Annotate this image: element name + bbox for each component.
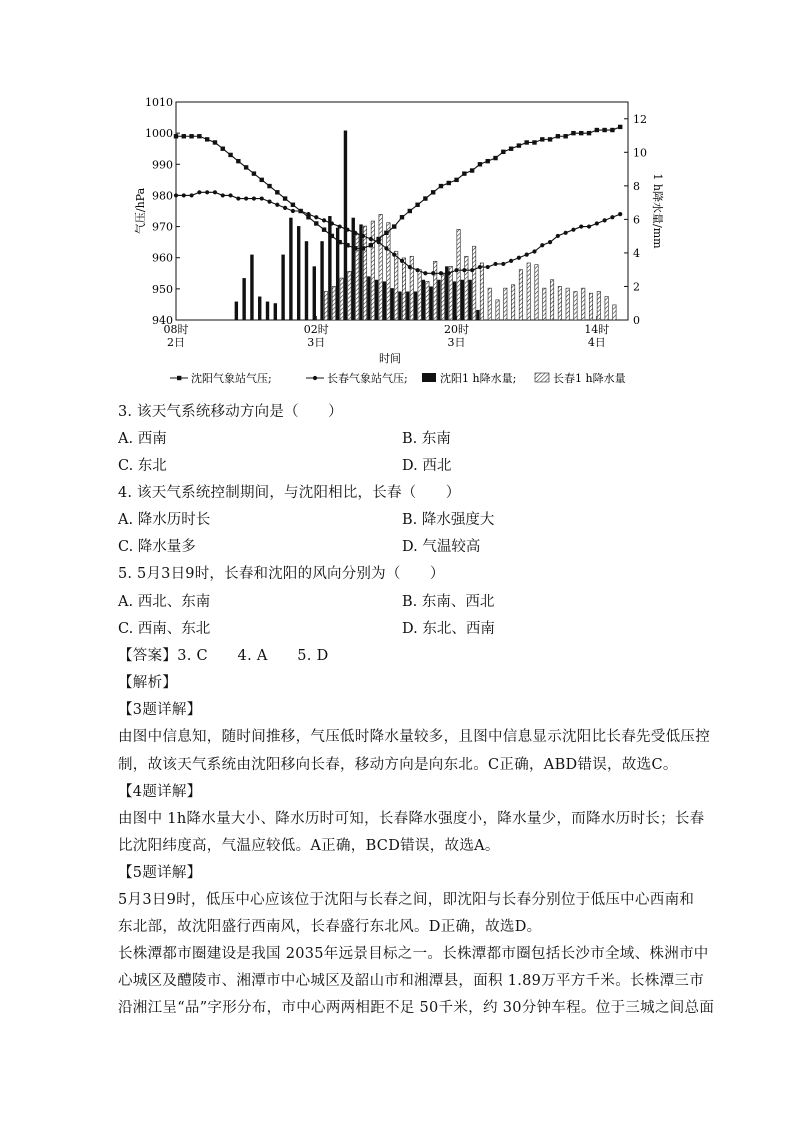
question-3-option-b: B. 东南 — [402, 431, 451, 447]
right-axis-tick-label: 0 — [633, 314, 640, 327]
changchun-precip-bar — [543, 288, 546, 320]
shenyang-pressure-point — [205, 137, 209, 141]
changchun-precip-bar — [387, 223, 390, 320]
changchun-pressure-point — [189, 193, 193, 197]
shenyang-pressure-point — [275, 190, 279, 194]
shenyang-pressure-point — [189, 134, 193, 138]
changchun-pressure-point — [610, 215, 614, 219]
shenyang-pressure-point — [447, 181, 451, 185]
changchun-precip-bar — [395, 251, 398, 320]
changchun-precip-bar — [605, 297, 608, 320]
changchun-pressure-point — [260, 196, 264, 200]
changchun-pressure-point — [618, 212, 622, 216]
shenyang-pressure-point — [540, 137, 544, 141]
changchun-pressure-point — [314, 215, 318, 219]
left-axis-tick-label: 1010 — [145, 96, 173, 109]
left-axis-tick-label: 950 — [152, 282, 173, 296]
left-axis-tick-label: 990 — [152, 158, 173, 172]
question-5-option-a: A. 西北、东南 — [118, 594, 211, 610]
x-axis-tick-label: 08时 — [163, 323, 189, 336]
shenyang-pressure-line — [176, 127, 620, 248]
changchun-pressure-point — [540, 243, 544, 247]
analysis-heading: 【解析】 — [118, 675, 178, 691]
changchun-pressure-point — [532, 249, 536, 253]
shenyang-pressure-point — [470, 168, 474, 172]
changchun-precip-bar — [402, 258, 405, 320]
legend-shenyang-pressure-marker — [177, 376, 181, 380]
changchun-pressure-point — [384, 246, 388, 250]
question-4-option-a: A. 降水历时长 — [118, 512, 211, 528]
changchun-pressure-point — [454, 268, 458, 272]
changchun-pressure-point — [525, 253, 529, 257]
changchun-pressure-point — [571, 228, 575, 232]
shenyang-precip-bar — [266, 302, 269, 320]
changchun-pressure-point — [267, 200, 271, 204]
shenyang-pressure-point — [345, 243, 349, 247]
right-axis-label: 1 h降水量/mm — [651, 173, 664, 249]
changchun-pressure-point — [501, 262, 505, 266]
changchun-pressure-point — [197, 190, 201, 194]
shenyang-precip-bar — [258, 297, 261, 320]
question-5-option-b: B. 东南、西北 — [402, 594, 495, 610]
detail-3-text: 制，故该天气系统由沈阳移向长春，移动方向是向东北。C正确，ABD错误，故选C。 — [118, 757, 678, 773]
question-3-option-a: A. 西南 — [118, 431, 167, 447]
changchun-pressure-point — [369, 237, 373, 241]
legend-shenyang-pressure-label: 沈阳气象站气压; — [191, 372, 272, 385]
shenyang-pressure-point — [283, 196, 287, 200]
changchun-precip-bar — [324, 291, 327, 320]
changchun-pressure-point — [221, 193, 225, 197]
shenyang-pressure-point — [337, 240, 341, 244]
shenyang-pressure-point — [392, 224, 396, 228]
shenyang-pressure-point — [439, 184, 443, 188]
shenyang-precip-bar — [429, 286, 432, 320]
shenyang-pressure-point — [244, 165, 248, 169]
left-axis-tick-label: 980 — [152, 189, 173, 203]
shenyang-precip-bar — [468, 280, 471, 320]
changchun-precip-bar — [558, 286, 561, 320]
question-3-stem: 3. 该天气系统移动方向是（ ） — [118, 404, 343, 420]
shenyang-precip-bar — [297, 226, 300, 320]
shenyang-pressure-point — [291, 203, 295, 207]
shenyang-pressure-point — [571, 131, 575, 135]
changchun-pressure-point — [283, 206, 287, 210]
left-axis-tick-label: 940 — [152, 314, 173, 327]
shenyang-pressure-point — [384, 231, 388, 235]
next-passage-text: 心城区及醴陵市、湘潭市中心城区及韶山市和湘潭县，面积 1.89万平方千米。长株潭三市 — [118, 973, 704, 989]
changchun-precip-bar — [597, 291, 600, 320]
changchun-pressure-point — [377, 240, 381, 244]
changchun-precip-bar — [348, 271, 351, 320]
detail-4-heading: 【4题详解】 — [118, 784, 202, 800]
changchun-pressure-point — [353, 231, 357, 235]
x-axis-tick-label: 2日 — [167, 336, 185, 349]
shenyang-precip-bar — [274, 303, 277, 320]
shenyang-pressure-point — [454, 178, 458, 182]
changchun-pressure-point — [408, 265, 412, 269]
legend-changchun-pressure-label: 长春气象站气压; — [327, 372, 408, 385]
shenyang-precip-bar — [320, 241, 323, 320]
right-axis-tick-label: 6 — [633, 213, 640, 227]
shenyang-pressure-point — [182, 134, 186, 138]
changchun-pressure-point — [478, 265, 482, 269]
changchun-precip-bar — [582, 288, 585, 320]
changchun-precip-bar — [433, 261, 436, 320]
changchun-pressure-point — [548, 240, 552, 244]
changchun-pressure-point — [182, 193, 186, 197]
x-axis-label: 时间 — [379, 352, 401, 365]
shenyang-precip-bar — [476, 310, 479, 320]
shenyang-pressure-point — [556, 134, 560, 138]
shenyang-pressure-point — [478, 162, 482, 166]
changchun-precip-bar — [488, 288, 491, 320]
shenyang-pressure-point — [501, 150, 505, 154]
shenyang-pressure-point — [252, 171, 256, 175]
next-passage-text: 沿湘江呈“品”字形分布，市中心两两相距不足 50千米，约 30分钟车程。位于三城之间总面 — [118, 1000, 715, 1016]
shenyang-precip-bar — [328, 216, 331, 320]
shenyang-pressure-point — [610, 128, 614, 132]
question-4-option-d: D. 气温较高 — [402, 539, 481, 555]
shenyang-pressure-point — [509, 147, 513, 151]
right-axis-tick-label: 12 — [633, 112, 647, 126]
changchun-pressure-point — [275, 203, 279, 207]
shenyang-precip-bar — [281, 255, 284, 320]
question-4-stem: 4. 该天气系统控制期间，与沈阳相比，长春（ ） — [118, 485, 461, 501]
right-axis-tick-label: 10 — [633, 146, 647, 160]
shenyang-pressure-point — [524, 140, 528, 144]
shenyang-pressure-point — [330, 234, 334, 238]
shenyang-pressure-point — [260, 178, 264, 182]
changchun-precip-bar — [363, 226, 366, 320]
pressure-precipitation-chart — [130, 92, 670, 392]
changchun-pressure-point — [400, 259, 404, 263]
shenyang-pressure-point — [431, 190, 435, 194]
changchun-pressure-point — [470, 268, 474, 272]
x-axis-tick-label: 3日 — [447, 336, 466, 349]
question-5-option-d: D. 东北、西南 — [402, 621, 495, 637]
shenyang-pressure-point — [532, 140, 536, 144]
shenyang-pressure-point — [408, 209, 412, 213]
shenyang-pressure-point — [353, 246, 357, 250]
changchun-pressure-point — [330, 221, 334, 225]
changchun-pressure-point — [439, 271, 443, 275]
changchun-pressure-point — [579, 224, 583, 228]
shenyang-pressure-point — [486, 159, 490, 163]
right-axis-tick-label: 2 — [633, 280, 640, 294]
shenyang-precip-bar — [461, 280, 464, 320]
shenyang-pressure-point — [595, 128, 599, 132]
changchun-pressure-point — [205, 190, 209, 194]
changchun-precip-bar — [340, 278, 343, 320]
changchun-precip-bar — [504, 288, 507, 320]
changchun-pressure-point — [462, 268, 466, 272]
changchun-precip-bar — [574, 291, 577, 320]
shenyang-precip-bar — [375, 280, 378, 320]
changchun-precip-bar — [457, 229, 460, 320]
detail-5-text: 5月3日9时，低压中心应该位于沈阳与长春之间，即沈阳与长春分别位于低压中心西南和 — [118, 892, 695, 908]
shenyang-pressure-point — [369, 243, 373, 247]
changchun-pressure-point — [228, 193, 232, 197]
shenyang-pressure-point — [493, 156, 497, 160]
changchun-pressure-point — [236, 196, 240, 200]
shenyang-precip-bar — [235, 302, 238, 320]
shenyang-precip-bar — [250, 255, 253, 320]
shenyang-precip-bar — [344, 131, 347, 320]
left-axis-tick-label: 970 — [152, 220, 173, 234]
shenyang-pressure-point — [361, 246, 365, 250]
changchun-precip-bar — [480, 263, 483, 320]
changchun-precip-bar — [566, 288, 569, 320]
shenyang-pressure-point — [602, 128, 606, 132]
shenyang-pressure-point — [517, 143, 521, 147]
shenyang-pressure-point — [587, 131, 591, 135]
x-axis-tick-label: 4日 — [587, 336, 606, 349]
x-axis-tick-label: 02时 — [303, 323, 329, 336]
legend-changchun-precip-label: 长春1 h降水量 — [553, 372, 626, 385]
detail-4-text: 由图中 1h降水量大小、降水历时可知，长春降水强度小，降水量少，而降水历时长；长春 — [118, 811, 705, 827]
question-3-option-c: C. 东北 — [118, 458, 167, 474]
changchun-pressure-point — [587, 224, 591, 228]
changchun-pressure-point — [338, 224, 342, 228]
shenyang-pressure-point — [221, 147, 225, 151]
left-axis-tick-label: 1000 — [145, 127, 173, 141]
shenyang-precip-bar — [414, 291, 417, 320]
shenyang-precip-bar — [391, 288, 394, 320]
shenyang-precip-bar — [422, 280, 425, 320]
shenyang-pressure-point — [400, 215, 404, 219]
changchun-precip-bar — [441, 275, 444, 320]
changchun-pressure-point — [392, 253, 396, 257]
shenyang-pressure-point — [197, 134, 201, 138]
shenyang-precip-bar — [305, 241, 308, 320]
shenyang-pressure-point — [322, 227, 326, 231]
changchun-pressure-point — [603, 218, 607, 222]
changchun-pressure-point — [174, 193, 178, 197]
shenyang-precip-bar — [359, 224, 362, 320]
answer-line: 【答案】3. C 4. A 5. D — [118, 648, 329, 664]
shenyang-pressure-point — [174, 134, 178, 138]
detail-5-text: 东北部，故沈阳盛行西南风，长春盛行东北风。D正确，故选D。 — [118, 919, 542, 935]
changchun-precip-bar — [371, 221, 374, 320]
changchun-precip-bar — [511, 285, 514, 320]
shenyang-precip-bar — [437, 280, 440, 320]
changchun-pressure-point — [299, 209, 303, 213]
changchun-pressure-point — [415, 268, 419, 272]
next-passage-text: 长株潭都市圈建设是我国 2035年远景目标之一。长株潭都市圈包括长沙市全域、株洲市中 — [118, 946, 709, 962]
question-4-option-b: B. 降水强度大 — [402, 512, 495, 528]
changchun-pressure-point — [244, 196, 248, 200]
changchun-precip-bar — [496, 300, 499, 320]
changchun-pressure-point — [291, 209, 295, 213]
changchun-pressure-point — [486, 265, 490, 269]
changchun-pressure-point — [493, 262, 497, 266]
x-axis-tick-label: 14时 — [584, 323, 610, 336]
shenyang-pressure-point — [579, 131, 583, 135]
shenyang-precip-bar — [398, 291, 401, 320]
shenyang-pressure-point — [423, 196, 427, 200]
shenyang-precip-bar — [453, 281, 456, 320]
shenyang-pressure-point — [314, 221, 318, 225]
changchun-precip-bar — [589, 293, 592, 320]
detail-5-heading: 【5题详解】 — [118, 865, 202, 881]
shenyang-pressure-point — [462, 171, 466, 175]
question-3-option-d: D. 西北 — [402, 458, 452, 474]
changchun-pressure-point — [306, 212, 310, 216]
detail-3-text: 由图中信息知，随时间推移，气压低时降水量较多，且图中信息显示沈阳比长春先受低压控 — [118, 729, 710, 745]
changchun-pressure-point — [431, 271, 435, 275]
changchun-precip-bar — [527, 263, 530, 320]
left-axis-label: 气压/hPa — [134, 187, 147, 235]
changchun-precip-bar — [535, 265, 538, 320]
changchun-precip-bar — [550, 280, 553, 320]
shenyang-precip-bar — [289, 218, 292, 320]
left-axis-tick-label: 960 — [152, 251, 173, 265]
shenyang-precip-bar — [383, 281, 386, 320]
shenyang-pressure-point — [618, 125, 622, 129]
legend-changchun-pressure-marker — [313, 376, 317, 380]
shenyang-pressure-point — [548, 137, 552, 141]
changchun-precip-bar — [379, 214, 382, 320]
changchun-pressure-point — [423, 271, 427, 275]
changchun-pressure-point — [509, 259, 513, 263]
legend-shenyang-precip-swatch — [422, 373, 436, 382]
changchun-precip-bar — [332, 286, 335, 320]
detail-4-text: 比沈阳纬度高，气温应较低。A正确，BCD错误，故选A。 — [118, 838, 500, 854]
legend-shenyang-precip-label: 沈阳1 h降水量; — [440, 372, 517, 385]
x-axis-tick-label: 3日 — [307, 336, 326, 349]
shenyang-pressure-point — [213, 140, 217, 144]
shenyang-precip-bar — [367, 276, 370, 320]
changchun-pressure-point — [447, 271, 451, 275]
shenyang-precip-bar — [313, 266, 316, 320]
changchun-pressure-point — [322, 218, 326, 222]
changchun-pressure-point — [564, 231, 568, 235]
shenyang-pressure-point — [228, 153, 232, 157]
question-5-option-c: C. 西南、东北 — [118, 621, 211, 637]
shenyang-pressure-point — [415, 203, 419, 207]
shenyang-pressure-point — [236, 159, 240, 163]
changchun-pressure-point — [361, 234, 365, 238]
changchun-precip-bar — [418, 270, 421, 320]
shenyang-pressure-point — [267, 184, 271, 188]
changchun-pressure-point — [213, 190, 217, 194]
question-5-stem: 5. 5月3日9时，长春和沈阳的风向分别为（ ） — [118, 566, 445, 582]
legend-changchun-precip-swatch — [535, 373, 549, 382]
changchun-precip-bar — [519, 270, 522, 320]
changchun-precip-bar — [613, 305, 616, 320]
question-4-option-c: C. 降水量多 — [118, 539, 196, 555]
detail-3-heading: 【3题详解】 — [118, 702, 202, 718]
changchun-pressure-point — [595, 221, 599, 225]
changchun-pressure-point — [252, 196, 256, 200]
changchun-precip-bar — [465, 256, 468, 320]
changchun-precip-bar — [426, 281, 429, 320]
changchun-pressure-point — [345, 228, 349, 232]
shenyang-precip-bar — [242, 278, 245, 320]
changchun-pressure-point — [556, 234, 560, 238]
shenyang-precip-bar — [406, 291, 409, 320]
x-axis-tick-label: 20时 — [444, 323, 470, 336]
right-axis-tick-label: 8 — [633, 179, 640, 193]
changchun-pressure-point — [517, 256, 521, 260]
right-axis-tick-label: 4 — [633, 246, 640, 260]
changchun-precip-bar — [472, 246, 475, 320]
shenyang-pressure-point — [563, 134, 567, 138]
